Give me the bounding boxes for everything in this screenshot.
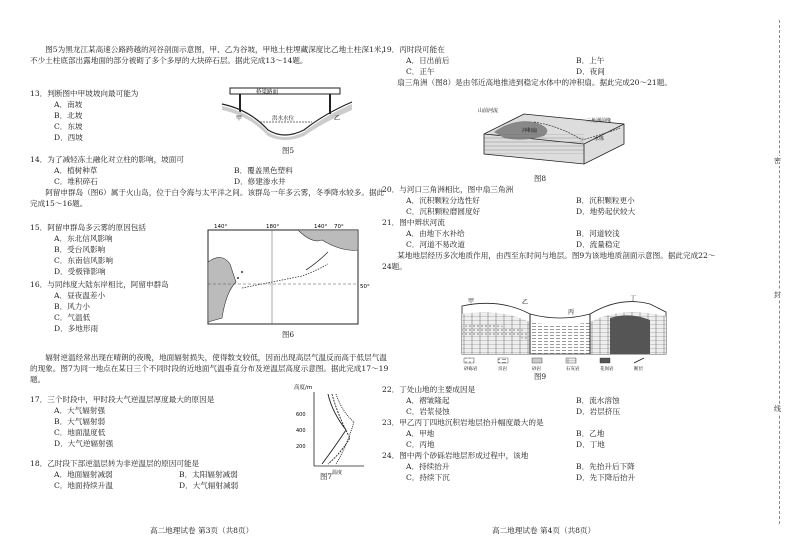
question-16: 16．与同纬度大陆东岸相比，阿留申群岛 xyxy=(30,280,169,289)
q21-option-c[interactable]: C．河道不易改道 xyxy=(406,240,465,249)
fig7-ylabel: 高度/m xyxy=(294,385,313,391)
fig9-legend-5: 花岗岩 xyxy=(600,367,614,372)
q20-option-c[interactable]: C．沉积颗粒磨圆度好 xyxy=(406,207,481,216)
fig8-label-water: 水体 xyxy=(594,136,605,142)
intro-15-16: 阿留申群岛（图6）属于火山岛，位于白令海与太平洋之间。该群岛一年多云雾，冬季降水较多。据此完成15～16题。 xyxy=(30,188,385,208)
page-right xyxy=(382,0,742,544)
fig9-legend-6: 断层 xyxy=(634,367,643,372)
q20-option-d[interactable]: D．地势起伏较大 xyxy=(576,207,636,216)
q23-option-d[interactable]: D．丁地 xyxy=(576,440,605,449)
figure-8-diagram xyxy=(474,104,634,174)
question-21: 21．图中辫状河流 xyxy=(382,218,445,227)
fig8-label-river: 山前河流 xyxy=(478,108,499,114)
seal-mark-3: 线 xyxy=(774,405,781,413)
q18-option-d[interactable]: D．大气辐射减弱 xyxy=(179,481,239,490)
q22-option-c[interactable]: C．岩浆侵蚀 xyxy=(406,407,450,416)
q23-option-c[interactable]: C．丙地 xyxy=(406,440,435,449)
seal-line xyxy=(770,0,790,544)
seal-mark-1: 密 xyxy=(774,157,781,165)
fig9-legend-2: 页岩 xyxy=(498,367,507,372)
q15-option-c[interactable]: C．东南信风影响 xyxy=(54,256,113,265)
q13-option-c[interactable]: C．东坡 xyxy=(54,122,83,131)
q14-option-a[interactable]: A．植树种草 xyxy=(54,166,98,175)
q13-option-d[interactable]: D．西坡 xyxy=(54,133,83,142)
q24-option-c[interactable]: C．持续下沉 xyxy=(406,473,450,482)
q22-option-a[interactable]: A．褶皱隆起 xyxy=(406,396,450,405)
page-left xyxy=(30,0,390,544)
question-13: 13．判断图中甲坡坡向最可能为 xyxy=(30,89,139,98)
q15-option-d[interactable]: D．受极锋影响 xyxy=(54,267,106,276)
fig7-xlabel: 温度 xyxy=(332,470,343,476)
fig7-ytick-400: 400 xyxy=(296,428,306,434)
q16-option-d[interactable]: D．多地形雨 xyxy=(54,324,99,333)
fig9-legend-1: 砂砾岩 xyxy=(464,367,478,372)
q13-option-a[interactable]: A．南坡 xyxy=(54,100,83,109)
fig5-road-label: 桥梁路面 xyxy=(256,89,279,96)
figure-7 xyxy=(292,382,372,478)
fig5-label-jia: 甲 xyxy=(236,115,243,122)
q18-option-a[interactable]: A．地面辐射减弱 xyxy=(54,470,113,479)
q17-option-c[interactable]: C．地面温度低 xyxy=(54,428,106,437)
seal-dashed-line xyxy=(779,20,780,524)
q14-option-c[interactable]: C．堆积碎石 xyxy=(54,177,98,186)
figure-5-caption: 图5 xyxy=(282,146,295,155)
question-17: 17．三个时段中，甲时段大气逆温层厚度最大的原因是 xyxy=(30,395,215,404)
question-20: 20．与河口三角洲相比，图中扇三角洲 xyxy=(382,185,514,194)
q18-option-c[interactable]: C．地面持续升温 xyxy=(54,481,113,490)
fig6-lon-4: 70° xyxy=(334,224,344,230)
q20-option-b[interactable]: B．沉积颗粒更小 xyxy=(576,196,635,205)
fig9-legend-3: 砂岩 xyxy=(532,367,541,372)
fig6-lat: 50° xyxy=(360,284,370,290)
question-15: 15．阿留申群岛多云雾的原因包括 xyxy=(30,223,146,232)
question-19: 19．丙时段可能在 xyxy=(382,45,445,54)
figure-6-caption: 图6 xyxy=(282,330,295,339)
q20-option-a[interactable]: A．沉积颗粒分选性好 xyxy=(406,196,480,205)
q13-option-b[interactable]: B．北坡 xyxy=(54,111,83,120)
fig5-label-yi: 乙 xyxy=(334,115,341,122)
question-23: 23．甲乙丙丁四地沉积岩地层抬升幅度最大的是 xyxy=(382,418,544,427)
q22-option-d[interactable]: D．岩层挤压 xyxy=(576,407,621,416)
fig8-label-fan: 冲积扇 xyxy=(522,128,538,134)
q19-option-d[interactable]: D．夜间 xyxy=(576,67,605,76)
question-22: 22．丁处山地的主要成因是 xyxy=(382,385,476,394)
fig6-lon-2: 180° xyxy=(266,224,280,230)
q17-option-a[interactable]: A．大气辐射强 xyxy=(54,406,106,415)
intro-20-21: 扇三角洲（图8）是由邻近高地推进到稳定水体中的冲积扇。据此完成20～21题。 xyxy=(397,78,672,87)
question-24: 24．图中两个砂砾岩地层形成过程中，该地 xyxy=(382,451,529,460)
page-footer-right: 高二地理试卷 第4页（共8页） xyxy=(492,526,596,535)
fig9-label-yi: 乙 xyxy=(522,299,529,306)
fig9-label-bing: 丙 xyxy=(568,309,575,316)
q21-option-b[interactable]: B．河道较浅 xyxy=(576,229,620,238)
q24-option-d[interactable]: D．先下降后抬升 xyxy=(576,473,636,482)
fig7-ytick-600: 600 xyxy=(296,412,306,418)
fig5-flood-label: 洪水水位 xyxy=(272,116,295,122)
fig9-label-jia: 甲 xyxy=(468,298,475,305)
question-18: 18．乙时段下部逆温层转为非逆温层的原因可能是 xyxy=(30,459,200,468)
q15-option-b[interactable]: B．受台风影响 xyxy=(54,245,106,254)
figure-7-caption: 图7 xyxy=(320,472,333,481)
q16-option-b[interactable]: B．风力小 xyxy=(54,302,90,311)
q17-option-d[interactable]: D．大气逆辐射强 xyxy=(54,439,114,448)
fig6-lon-3: 140° xyxy=(314,224,328,230)
q17-option-b[interactable]: B．大气辐射弱 xyxy=(54,417,106,426)
q24-option-b[interactable]: B．先抬升后下降 xyxy=(576,462,635,471)
figure-8-caption: 图8 xyxy=(534,174,547,183)
q24-option-a[interactable]: A．持续抬升 xyxy=(406,462,450,471)
intro-13-14: 图5为黑龙江某高速公路跨越的河谷剖面示意图，甲、乙为谷坡，甲地土柱埋藏深度比乙地土柱深1米，不少土柱底部出露地面的部分被砌了多个多厚的大块碎石层。据此完成13～14题。 xyxy=(30,45,389,65)
q16-option-a[interactable]: A．昼夜温差小 xyxy=(54,291,106,300)
fig9-legend-4: 石灰岩 xyxy=(566,367,580,372)
q19-option-c[interactable]: C．正午 xyxy=(406,67,435,76)
fig9-label-ding: 丁 xyxy=(630,295,637,302)
q19-option-b[interactable]: B．上午 xyxy=(576,56,605,65)
fig7-ytick-200: 200 xyxy=(296,444,306,450)
intro-17-19: 辐射逆温经常出现在晴朗的夜晚，地面辐射损失，使得数支较低，因而出现高层气温反而高于低层气温的现象。图7为同一地点在某日三个不同时段的近地面气温垂直分布及逆温层高度示意图。据此完成17～19题。 xyxy=(30,353,389,384)
q23-option-a[interactable]: A．甲地 xyxy=(406,429,435,438)
q21-option-d[interactable]: D．流量稳定 xyxy=(576,240,621,249)
q18-option-b[interactable]: B．太阳辐射减弱 xyxy=(179,470,238,479)
intro-22-24: 某地地层经历多次地质作用，由西至东时间与地层。图9为该地地质剖面示意图。据此完成22～24题。 xyxy=(382,251,716,271)
figure-6-map xyxy=(202,222,370,328)
q16-option-c[interactable]: C．气温低 xyxy=(54,313,91,322)
seal-mark-2: 封 xyxy=(774,291,781,299)
q14-option-d[interactable]: D．修建渗水井 xyxy=(234,177,286,186)
question-14: 14．为了减轻冻土融化对立柱的影响，坡面可 xyxy=(30,155,184,164)
q22-option-b[interactable]: B．流水溶蚀 xyxy=(576,396,620,405)
q23-option-b[interactable]: B．乙地 xyxy=(576,429,605,438)
figure-9-caption: 图9 xyxy=(534,372,547,381)
figure-5 xyxy=(220,84,360,146)
q19-option-a[interactable]: A．日出前后 xyxy=(406,56,450,65)
q14-option-b[interactable]: B．覆盖黑色塑料 xyxy=(234,166,293,175)
q15-option-a[interactable]: A．东北信风影响 xyxy=(54,234,113,243)
fig6-lon-1: 140° xyxy=(214,224,228,230)
fig8-label-front: 三角洲前缘 xyxy=(586,118,612,124)
page-footer-left: 高二地理试卷 第3页（共8页） xyxy=(150,526,254,535)
q21-option-a[interactable]: A．由地下水补给 xyxy=(406,229,465,238)
figure-9-section xyxy=(460,292,670,372)
